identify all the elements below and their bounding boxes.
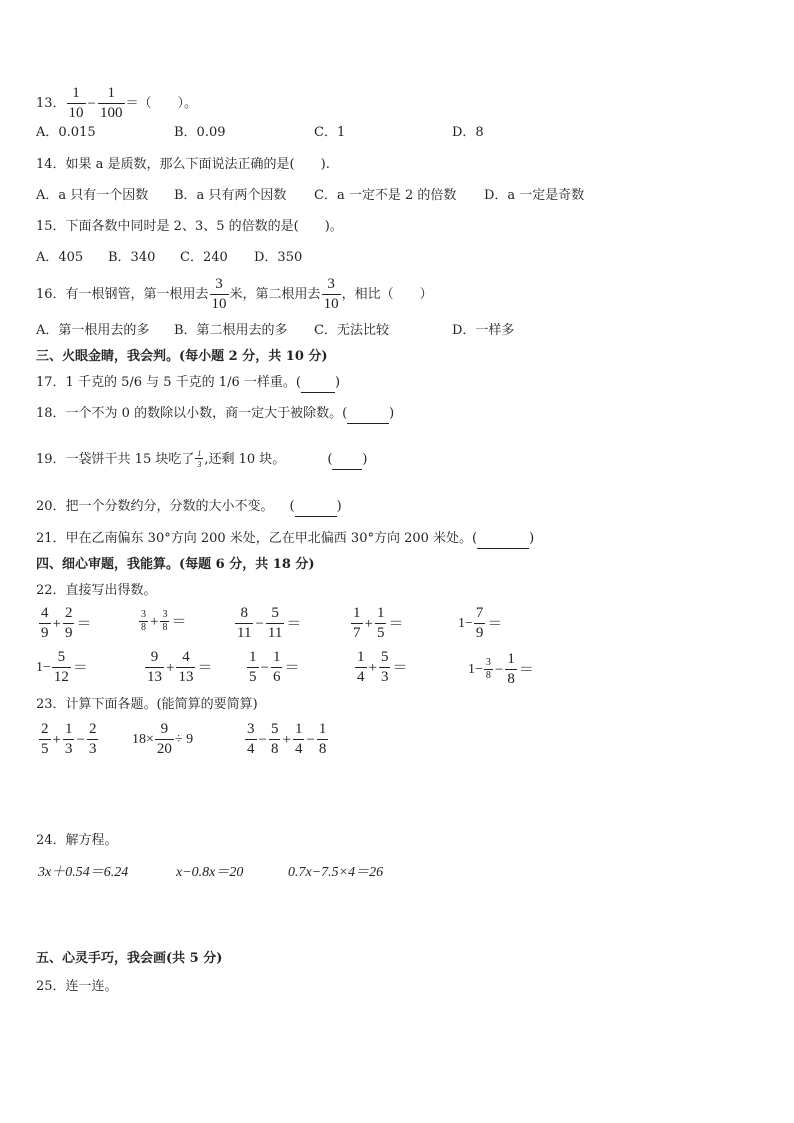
- section-5-heading: 五、心灵手巧，我会画(共 5 分): [36, 951, 223, 966]
- question-14: 14．如果 a 是质数，那么下面说法正确的是( ).: [36, 157, 330, 172]
- oral-calc-item: $\frac{3}{8}$ + $\frac{3}{8}$ ＝: [141, 609, 187, 633]
- fraction: $\frac{3}{10}$: [211, 276, 227, 312]
- option-a[interactable]: A．第一根用去的多: [36, 323, 150, 338]
- oral-calc-item: $\frac{9}{13}$ + $\frac{4}{13}$ ＝: [147, 649, 213, 685]
- option-b[interactable]: B．340: [108, 250, 156, 265]
- answer-blank[interactable]: [301, 374, 335, 393]
- oral-calc-item: 1− $\frac{7}{9}$ ＝: [458, 605, 503, 641]
- answer-blank[interactable]: [347, 405, 389, 424]
- calc-expression-3: $\frac{3}{4}$ − $\frac{5}{8}$ + $\frac{1}{4}$ − $\frac{1}{8}$: [247, 721, 327, 757]
- question-18: 18．一个不为 0 的数除以小数，商一定大于被除数。( ): [36, 405, 394, 424]
- question-13: 13． $\frac{1}{10}$ − $\frac{1}{100}$ ＝（ ）。: [36, 85, 198, 121]
- question-21: 21．甲在乙南偏东 30°方向 200 米处，乙在甲北偏西 30°方向 200 米处。( ): [36, 530, 534, 549]
- question-16: 16．有一根钢管，第一根用去 $\frac{3}{10}$ 米，第二根用去 $\frac{3}{10}$ ，相比（ ）: [36, 276, 433, 312]
- question-22: 22．直接写出得数。: [36, 583, 157, 598]
- question-17: 17．1 千克的 5/6 与 5 千克的 1/6 一样重。( ): [36, 374, 340, 393]
- oral-calc-item: $\frac{1}{4}$ + $\frac{5}{3}$ ＝: [357, 649, 408, 685]
- equation-3: 0.7x−7.5×4＝26: [288, 865, 384, 880]
- question-24: 24．解方程。: [36, 833, 118, 848]
- calc-expression-2: 18× $\frac{9}{20}$ ÷ 9: [132, 721, 194, 757]
- option-a[interactable]: A．405: [36, 250, 84, 265]
- fraction: $\frac{1}{10}$: [68, 85, 84, 121]
- oral-calc-item: $\frac{1}{7}$ + $\frac{1}{5}$ ＝: [353, 605, 404, 641]
- question-15: 15．下面各数中同时是 2、3、5 的倍数的是( )。: [36, 219, 343, 234]
- option-b[interactable]: B．a 只有两个因数: [174, 188, 287, 203]
- question-25: 25．连一连。: [36, 979, 118, 994]
- equation-2: x−0.8x＝20: [176, 865, 244, 880]
- section-4-heading: 四、细心审题，我能算。(每题 6 分，共 18 分): [36, 557, 315, 572]
- equation-1: 3x＋0.54＝6.24: [38, 865, 129, 880]
- option-c[interactable]: C．1: [314, 125, 346, 140]
- question-23: 23．计算下面各题。(能简算的要简算): [36, 697, 258, 712]
- fraction: $\frac{3}{10}$: [323, 276, 339, 312]
- section-3-heading: 三、火眼金睛，我会判。(每小题 2 分，共 10 分): [36, 349, 328, 364]
- answer-blank[interactable]: [477, 530, 529, 549]
- oral-calc-item: $\frac{4}{9}$ + $\frac{2}{9}$ ＝: [41, 605, 92, 641]
- fraction: $\frac{1}{100}$: [100, 85, 123, 121]
- oral-calc-item: 1− $\frac{5}{12}$ ＝: [36, 649, 88, 685]
- option-d[interactable]: D．350: [254, 250, 303, 265]
- calc-expression-1: $\frac{2}{5}$ + $\frac{1}{3}$ − $\frac{2}{3}$: [41, 721, 97, 757]
- option-a[interactable]: A．a 只有一个因数: [36, 188, 149, 203]
- answer-blank[interactable]: [295, 498, 337, 517]
- option-d[interactable]: D．a 一定是奇数: [484, 188, 585, 203]
- oral-calc-item: 1− $\frac{3}{8}$ − $\frac{1}{8}$ ＝: [468, 651, 534, 687]
- option-c[interactable]: C．a 一定不是 2 的倍数: [314, 188, 457, 203]
- option-c[interactable]: C．240: [180, 250, 228, 265]
- option-b[interactable]: B．第二根用去的多: [174, 323, 288, 338]
- option-b[interactable]: B．0.09: [174, 125, 226, 140]
- answer-blank[interactable]: [332, 451, 362, 470]
- question-20: 20．把一个分数约分，分数的大小不变。 ( ): [36, 498, 342, 517]
- option-a[interactable]: A．0.015: [36, 125, 96, 140]
- option-d[interactable]: D．8: [452, 125, 484, 140]
- option-c[interactable]: C．无法比较: [314, 323, 389, 338]
- question-19: 19．一袋饼干共 15 块吃了 $\frac{1}{3}$ ,还剩 10 块。 ( ): [36, 449, 368, 469]
- option-d[interactable]: D．一样多: [452, 323, 515, 338]
- oral-calc-item: $\frac{8}{11}$ − $\frac{5}{11}$ ＝: [237, 605, 302, 641]
- fraction: $\frac{1}{3}$: [197, 449, 202, 469]
- oral-calc-item: $\frac{1}{5}$ − $\frac{1}{6}$ ＝: [249, 649, 300, 685]
